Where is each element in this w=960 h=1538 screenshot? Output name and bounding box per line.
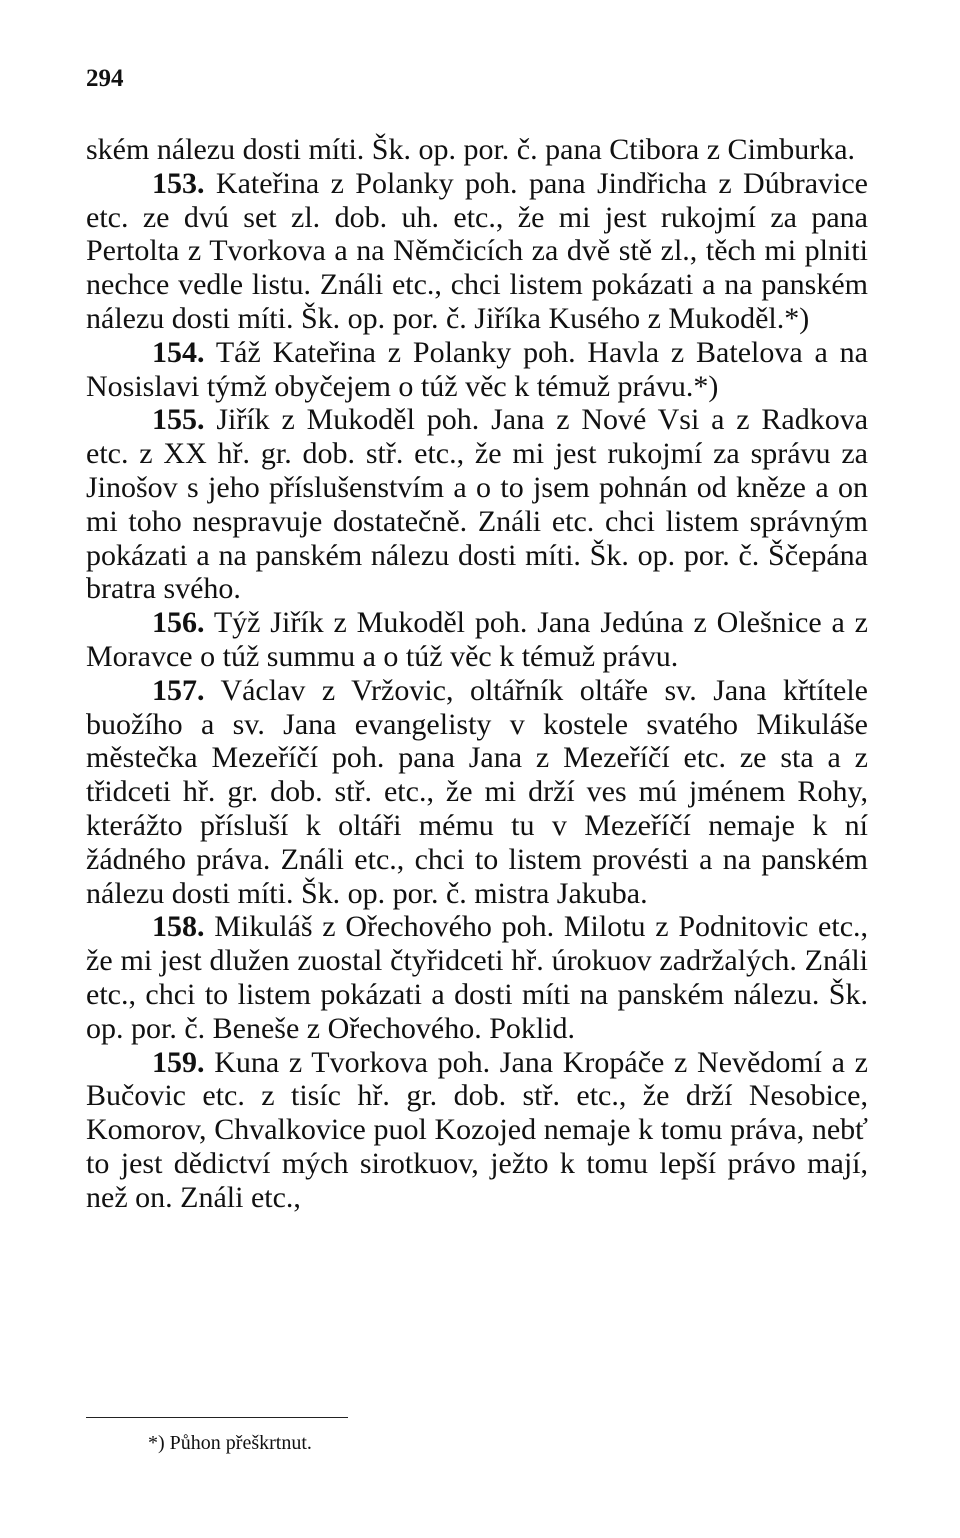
paragraph-text: ském nálezu dosti míti. Šk. op. por. č. pana Ctibora z Cimburka. bbox=[86, 133, 856, 166]
entry-154 bbox=[86, 336, 868, 404]
main-text bbox=[86, 133, 868, 1215]
entry-text: Kateřina z Polanky poh. pana Jindřicha z Dúbravice etc. ze dvú set zl. dob. uh. etc., že mi jest rukojmí za pana Pertolta z Tvorkova a na Němčicích za dvě stě zl., těch mi plniti nechce vedle listu. Ználi etc., chci listem pokázati a na panském nálezu dosti míti. Šk. op. por. č. Jiříka Kusého z Mukoděl.*) bbox=[86, 166, 868, 335]
entry-153 bbox=[86, 167, 868, 336]
entry-number: 156. bbox=[152, 606, 205, 640]
entry-number: 157. bbox=[152, 673, 205, 707]
entry-157 bbox=[86, 674, 868, 911]
entry-number: 159. bbox=[152, 1045, 205, 1079]
entry-text: Mikuláš z Ořechového poh. Milotu z Podnitovic etc., že mi jest dlužen zuostal čtyřidceti hř. úrokuov zadržalých. Ználi etc., chci to listem pokázati a dosti míti na panském nálezu. Šk. op. por. č. Beneše z Ořechového. Poklid. bbox=[86, 910, 869, 1045]
entry-159 bbox=[86, 1046, 868, 1215]
entry-155 bbox=[86, 403, 868, 606]
entry-number: 153. bbox=[152, 166, 205, 200]
entry-text: Kuna z Tvorkova poh. Jana Kropáče z Nevědomí a z Bučovic etc. z tisíc hř. gr. dob. stř. etc., že drží Nesobice, Komorov, Chvalkovice puol Kozojed nemaje k tomu práva, nebť to jest dědictví mých sirotkuov, ježto k tomu lepší právo mají, než on. Ználi etc., bbox=[86, 1045, 868, 1214]
entry-text: Táž Kateřina z Polanky poh. Havla z Batelova a na Nosislavi týmž obyčejem o túž věc k témuž právu.*) bbox=[86, 335, 868, 403]
entry-number: 154. bbox=[152, 335, 205, 369]
entry-number: 155. bbox=[152, 403, 205, 437]
entry-text: Jiřík z Mukoděl poh. Jana z Nové Vsi a z Radkova etc. z XX hř. gr. dob. stř. etc., že mi jest rukojmí za správu za Jinošov s jeho příslušenstvím a o to jsem pohnán od kněze a on mi toho nespravuje dostatečně. Ználi etc. chci listem správným pokázati a na panském nálezu dosti míti. Šk. op. por. č. Ščepána bratra svého. bbox=[86, 403, 869, 606]
entry-156 bbox=[86, 606, 868, 674]
entry-text: Václav z Vržovic, oltářník oltáře sv. Jana křtítele buožího a sv. Jana evangelisty v kostele svatého Mikuláše městečka Mezeříčí poh. pana Jana z Mezeříčí etc. ze sta a z třidceti hř. gr. dob. stř. etc., že mi drží ves mú jménem Rohy, kterážto přísluší k oltáři mému tu v Mezeříčí nemaje k ní žádného práva. Ználi etc., chci to listem provésti a na panském nálezu dosti míti. Šk. op. por. č. mistra Jakuba. bbox=[86, 673, 868, 910]
entry-text: Týž Jiřík z Mukoděl poh. Jana Jedúna z Olešnice a z Moravce o túž summu a o túž věc k témuž právu. bbox=[86, 606, 868, 673]
footnote: *) Půhon přeškrtnut. bbox=[148, 1432, 312, 1454]
page-number: 294 bbox=[86, 65, 124, 92]
paragraph-continuation bbox=[86, 133, 868, 167]
entry-158 bbox=[86, 910, 868, 1045]
entry-number: 158. bbox=[152, 910, 205, 944]
footnote-divider bbox=[86, 1417, 348, 1418]
